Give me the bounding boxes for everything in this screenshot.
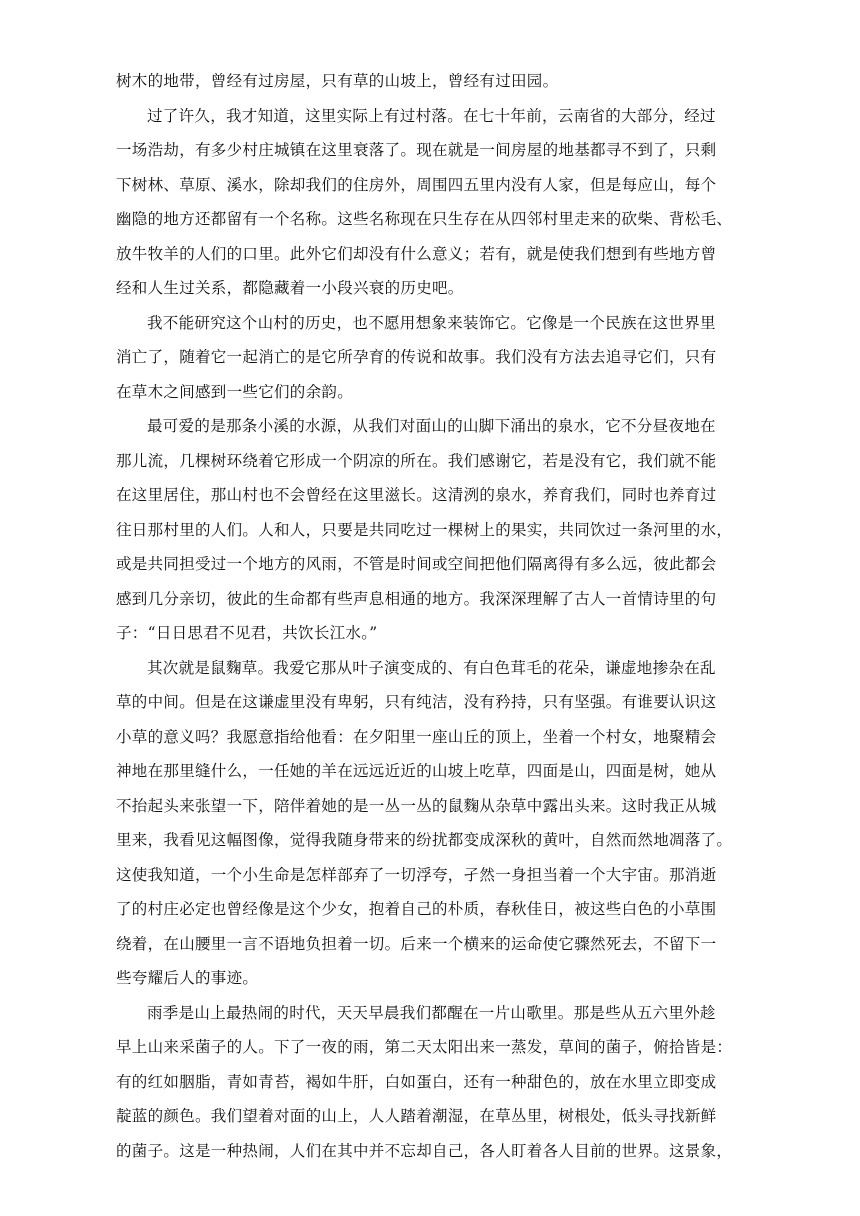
paragraph-2: 过了许久，我才知道，这里实际上有过村落。在七十年前，云南省的大部分，经过 一场浩劫，有多少村庄城镇在这里衰落了。现在就是一间房屋的地基都寻不到了，只剩 下树林、草原、溪水，除却我们的住房外，周围四五里内没有人家，但是每应山，每个 幽隐的地方还都留有一个名称。这些名称现在只生存在从四邻村里走来的砍柴、背松毛、 放牛牧羊的人们的口里。此外它们却没有什么意义；若有，就是使我们想到有些地方曾 经和人生过关系，都隐藏着一小段兴衰的历史吧。 — [116, 106, 733, 297]
paragraph-3: 我不能研究这个山村的历史，也不愿用想象来装饰它。它像是一个民族在这世界里 消亡了，随着它一起消亡的是它所孕育的传说和故事。我们没有方法去追寻它们，只有 在草木之间感到一些它们的余韵。 — [116, 313, 717, 401]
paragraph-1: 树木的地带，曾经有过房屋，只有草的山坡上，曾经有过田园。 — [116, 72, 559, 90]
paragraph-6: 雨季是山上最热闹的时代，天天早晨我们都醒在一片山歌里。那是些从五六里外趁 早上山来采菌子的人。下了一夜的雨，第二天太阳出来一蒸发，草间的菌子，俯拾皆是： 有的红如胭脂，青如青苔，褐如牛肝，白如蛋白，还有一种甜色的，放在水里立即变成 靛蓝的颜色。我们望着对面的山上，人人踏着潮湿，在草丛里，树根处，低头寻找新鲜 的菌子。这是一种热闹，人们在其中并不忘却自己，各人盯着各人目前的世界。这景象， — [116, 1003, 733, 1160]
document-page — [116, 64, 746, 1168]
paragraph-4: 最可爱的是那条小溪的水源，从我们对面山的山脚下涌出的泉水，它不分昼夜地在 那儿流，几棵树环绕着它形成一个阴凉的所在。我们感谢它，若是没有它，我们就不能 在这里居住，那山村也不会曾经在这里滋长。这清洌的泉水，养育我们，同时也养育过 往日那村里的人们。人和人，只要是共同吃过一棵树上的果实，共同饮过一条河里的水， 或是共同担受过一个地方的风雨，不管是时间或空间把他们隔离得有多么远，彼此都会 感到几分亲切，彼此的生命都有些声息相通的地方。我深深理解了古人一首情诗里的句 子：“日日思君不见君，共饮长江水。” — [116, 417, 733, 642]
paragraph-5: 其次就是鼠麴草。我爱它那从叶子演变成的、有白色茸毛的花朵，谦虚地掺杂在乱 草的中间。但是在这谦虚里没有卑躬，只有纯洁，没有矜持，只有坚强。有谁要认识这 小草的意义吗？我愿意指给他看：在夕阳里一座山丘的顶上，坐着一个村女，地聚精会 神地在那里缝什么，一任她的羊在远远近近的山坡上吃草，四面是山，四面是树，她从 不抬起头来张望一下，陪伴着她的是一丛一丛的鼠麴从杂草中露出头来。这时我正从城 里来，我看见这幅图像，觉得我随身带来的纷扰都变成深秋的黄叶，自然而然地凋落了。 这使我知道，一个小生命是怎样部弃了一切浮夸，孑然一身担当着一个大宇宙。那消逝 了的村庄必定也曾经像是这个少女，抱着自己的朴质，春秋佳日，被这些白色的小草围 绕着，在山腰里一言不语地负担着一切。后来一个横来的运命使它骤然死去，不留下一 些夸耀后人的事迹。 — [116, 658, 733, 987]
